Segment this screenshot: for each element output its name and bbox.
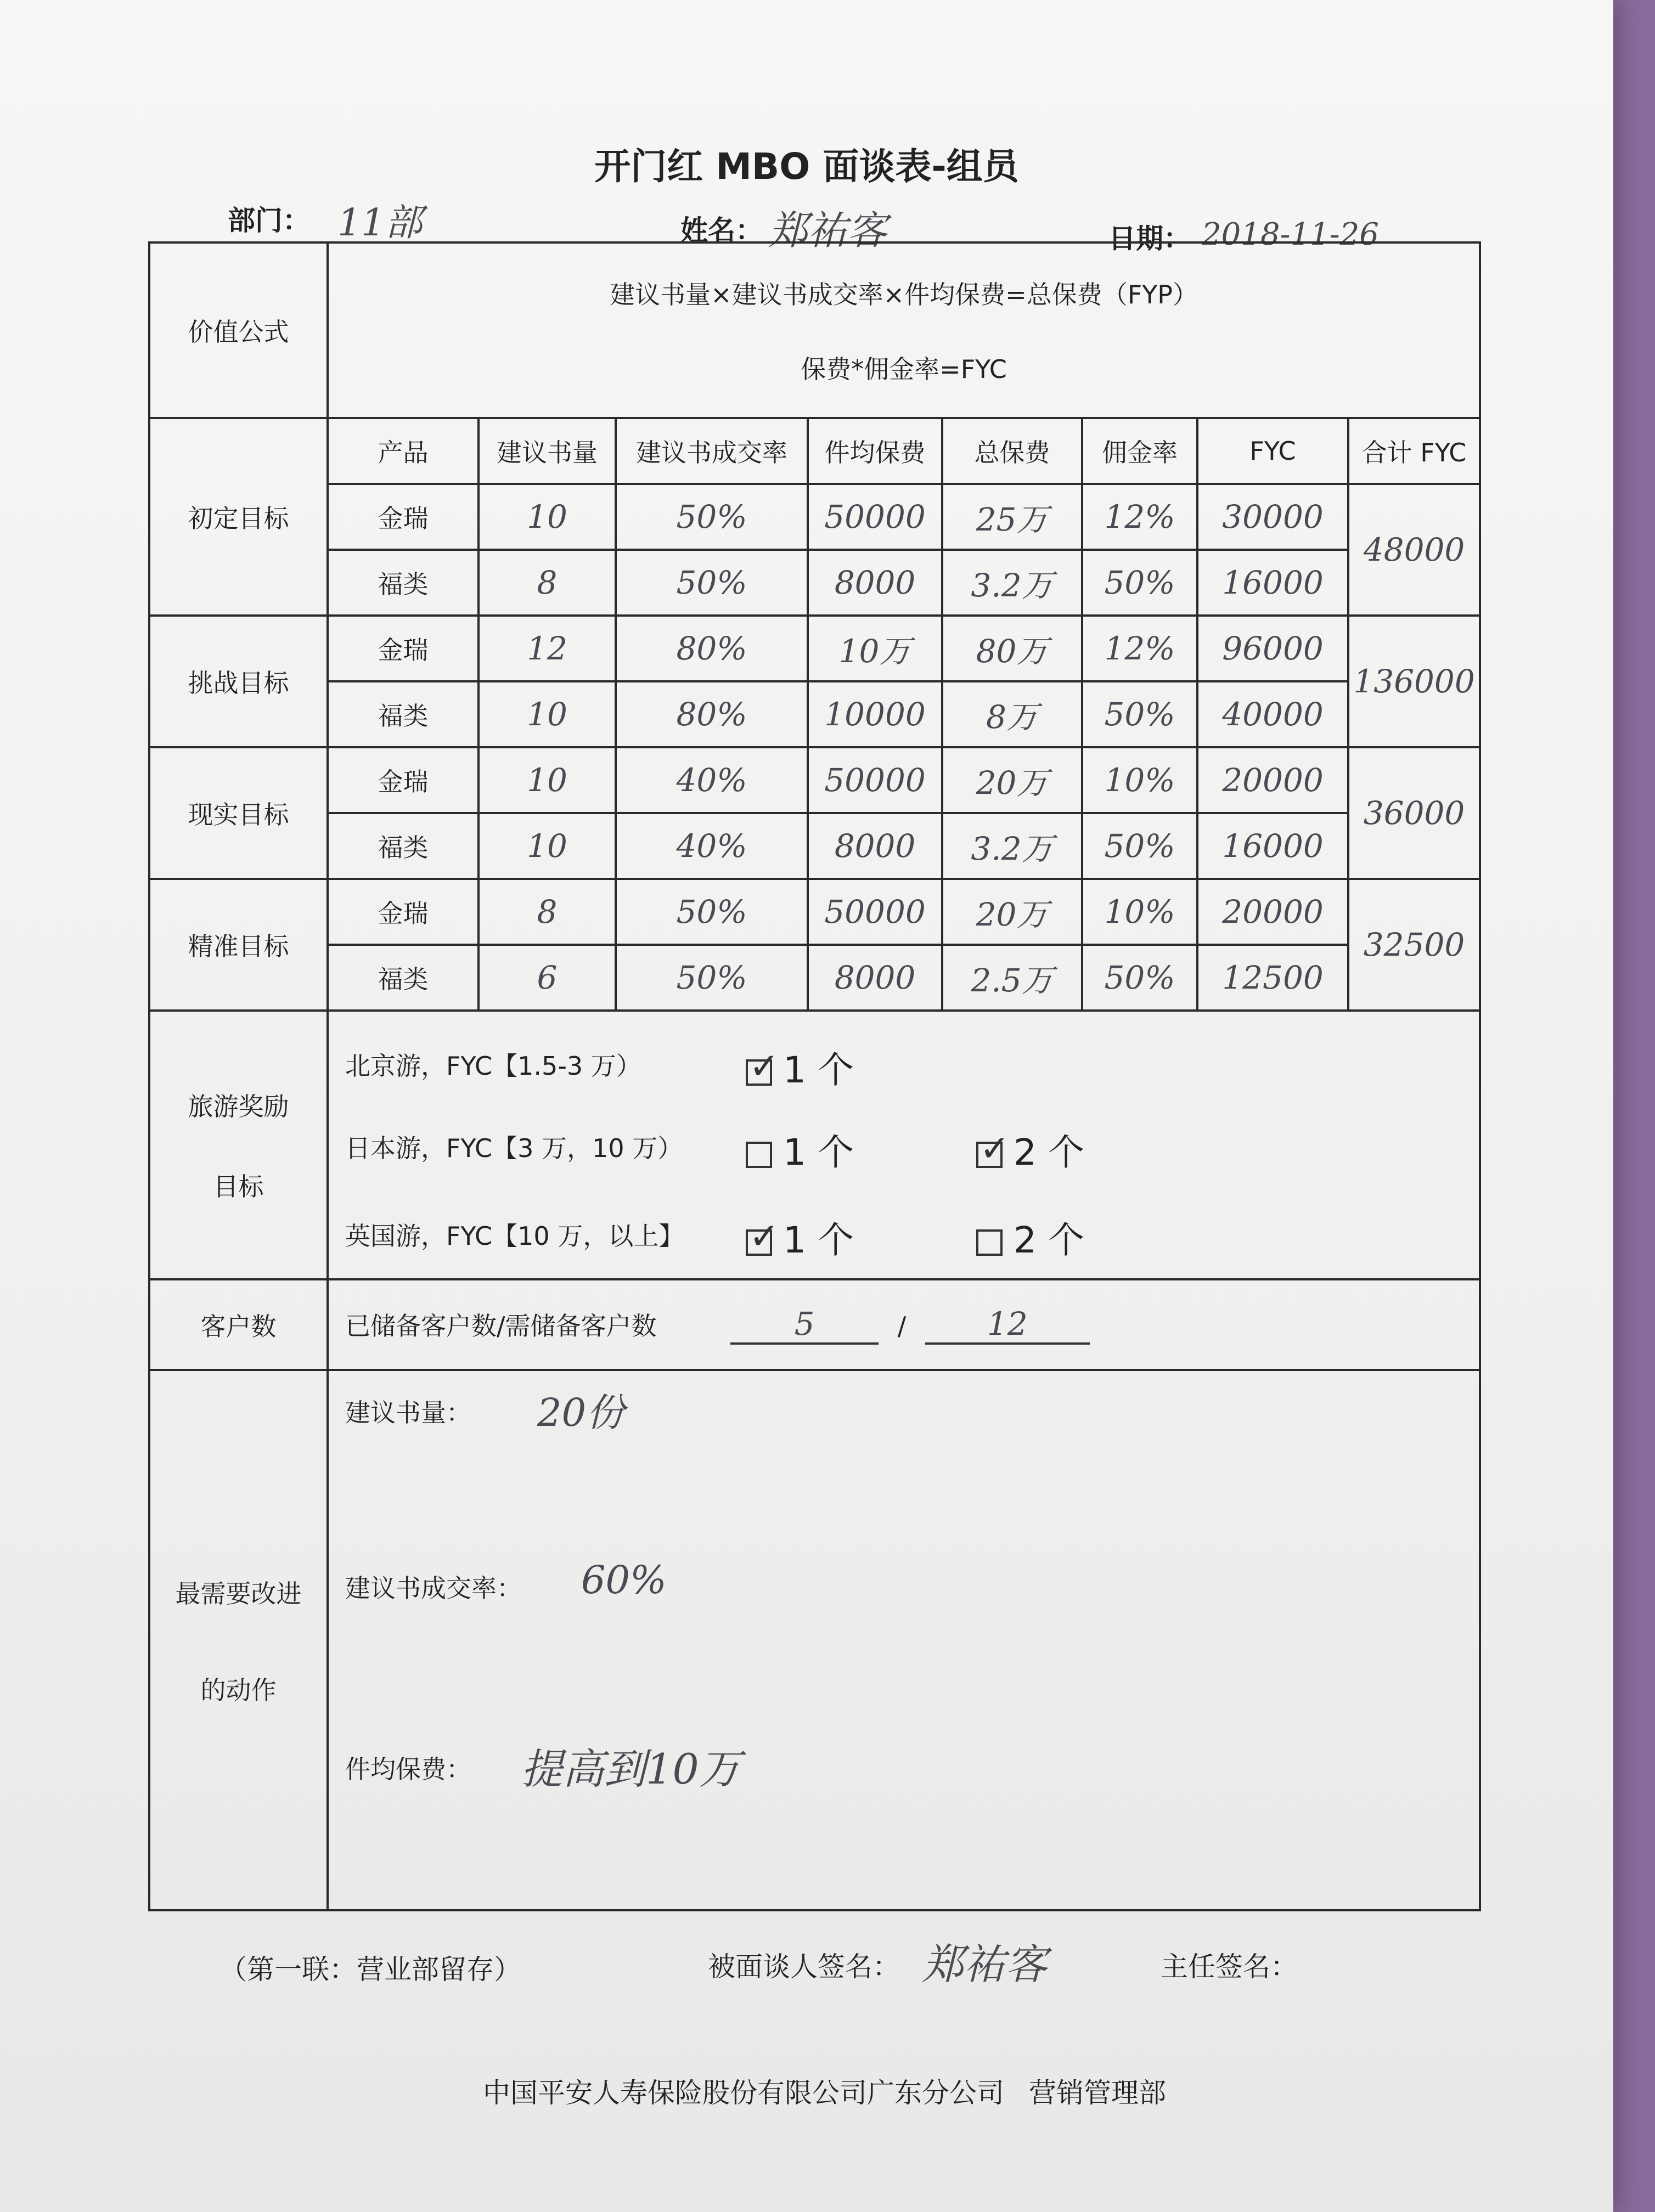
formula-line2: 保费*佣金率=FYC bbox=[801, 354, 1007, 384]
travel-beijing-option1[interactable]: ✓ 1 个 bbox=[746, 1041, 854, 1093]
table-cell-product: 福类 bbox=[328, 550, 479, 616]
name-value: 郑祐客 bbox=[768, 207, 887, 253]
table-cell-qty: 10 bbox=[479, 484, 616, 550]
table-cell-comm: 12% bbox=[1082, 484, 1197, 550]
table-cell-avg: 50000 bbox=[808, 484, 942, 550]
interviewee-signature: 郑祐客 bbox=[922, 1940, 1047, 1989]
improve-rate-label: 建议书成交率： bbox=[345, 1573, 522, 1603]
travel-japan-text: 日本游，FYC【3 万，10 万） bbox=[345, 1133, 683, 1163]
group-total-initial: 48000 bbox=[1348, 484, 1480, 616]
table-cell-avg: 8000 bbox=[808, 945, 942, 1011]
col-header-sum-fyc: 合计 FYC bbox=[1348, 418, 1480, 484]
travel-row-uk bbox=[345, 1189, 1479, 1271]
table-cell-rate: 80% bbox=[616, 681, 808, 747]
group-label-precise: 精准目标 bbox=[149, 879, 328, 1011]
travel-uk-text: 英国游，FYC【10 万，以上】 bbox=[345, 1221, 684, 1251]
table-cell-comm: 50% bbox=[1082, 945, 1197, 1011]
travel-label bbox=[149, 1011, 328, 1279]
formula-label: 价值公式 bbox=[149, 242, 328, 418]
table-cell-total: 20万 bbox=[942, 747, 1082, 813]
date-value: 2018-11-26 bbox=[1202, 217, 1379, 252]
table-cell-product: 金瑞 bbox=[328, 747, 479, 813]
table-cell-product: 金瑞 bbox=[328, 879, 479, 945]
table-cell-avg: 8000 bbox=[808, 550, 942, 616]
table-cell-rate: 50% bbox=[616, 945, 808, 1011]
table-cell-comm: 10% bbox=[1082, 747, 1197, 813]
table-cell-avg: 50000 bbox=[808, 879, 942, 945]
improve-rate-value: 60% bbox=[581, 1558, 667, 1602]
col-header-comm: 佣金率 bbox=[1082, 418, 1197, 484]
travel-uk-option2[interactable]: 2 个 bbox=[976, 1211, 1084, 1263]
table-cell-total: 80万 bbox=[942, 616, 1082, 681]
table-cell-product: 福类 bbox=[328, 681, 479, 747]
group-total-precise: 32500 bbox=[1348, 879, 1480, 1011]
table-cell-qty: 10 bbox=[479, 681, 616, 747]
checkbox-empty-icon[interactable] bbox=[976, 1229, 1003, 1256]
department-name: 营销管理部 bbox=[1029, 2077, 1166, 2109]
travel-label-line1: 旅游奖励 bbox=[188, 1092, 289, 1121]
improve-label-line1: 最需要改进 bbox=[175, 1578, 302, 1609]
travel-label-line2: 目标 bbox=[213, 1172, 264, 1201]
table-cell-comm: 50% bbox=[1082, 550, 1197, 616]
table-cell-qty: 8 bbox=[479, 879, 616, 945]
table-cell-rate: 80% bbox=[616, 616, 808, 681]
table-cell-fyc: 12500 bbox=[1197, 945, 1348, 1011]
table-cell-avg: 50000 bbox=[808, 747, 942, 813]
travel-options bbox=[328, 1011, 1480, 1279]
customers-reserved: 5 bbox=[730, 1305, 879, 1345]
table-cell-fyc: 16000 bbox=[1197, 813, 1348, 879]
table-cell-total: 20万 bbox=[942, 879, 1082, 945]
table-cell-rate: 40% bbox=[616, 813, 808, 879]
checkbox-empty-icon[interactable] bbox=[746, 1142, 772, 1168]
travel-uk-option1[interactable]: ✓ 1 个 bbox=[746, 1211, 854, 1263]
improve-avg-label: 件均保费： bbox=[345, 1754, 471, 1784]
travel-row-beijing bbox=[345, 1019, 1479, 1101]
group-total-realistic: 36000 bbox=[1348, 747, 1480, 879]
formula-cell bbox=[328, 242, 1480, 418]
table-cell-total: 25万 bbox=[942, 484, 1082, 550]
director-signature-label: 主任签名： bbox=[1161, 1951, 1298, 1983]
improve-qty-label: 建议书量： bbox=[345, 1398, 471, 1427]
table-cell-comm: 50% bbox=[1082, 681, 1197, 747]
table-cell-qty: 12 bbox=[479, 616, 616, 681]
customers-cell bbox=[328, 1279, 1480, 1370]
col-header-fyc: FYC bbox=[1197, 418, 1348, 484]
table-cell-product: 金瑞 bbox=[328, 616, 479, 681]
group-label-initial: 初定目标 bbox=[149, 418, 328, 616]
table-cell-avg: 10万 bbox=[808, 616, 942, 681]
company-name: 中国平安人寿保险股份有限公司广东分公司 bbox=[483, 2077, 1004, 2109]
customers-label: 客户数 bbox=[149, 1279, 328, 1370]
formula-line1: 建议书量×建议书成交率×件均保费=总保费（FYP） bbox=[610, 280, 1198, 309]
table-cell-comm: 10% bbox=[1082, 879, 1197, 945]
table-cell-product: 福类 bbox=[328, 813, 479, 879]
col-header-rate: 建议书成交率 bbox=[616, 418, 808, 484]
table-cell-comm: 12% bbox=[1082, 616, 1197, 681]
travel-row-japan bbox=[345, 1101, 1479, 1189]
mbo-form-table bbox=[148, 241, 1481, 1911]
travel-beijing-text: 北京游，FYC【1.5-3 万） bbox=[345, 1051, 641, 1081]
col-header-qty: 建议书量 bbox=[479, 418, 616, 484]
table-cell-qty: 6 bbox=[479, 945, 616, 1011]
table-cell-fyc: 40000 bbox=[1197, 681, 1348, 747]
travel-japan-option2[interactable]: ✓ 2 个 bbox=[976, 1123, 1084, 1175]
improve-label bbox=[149, 1370, 328, 1910]
group-label-realistic: 现实目标 bbox=[149, 747, 328, 879]
checkbox-checked-icon[interactable] bbox=[746, 1059, 772, 1086]
col-header-total: 总保费 bbox=[942, 418, 1082, 484]
checkbox-checked-icon[interactable] bbox=[746, 1229, 772, 1256]
table-cell-total: 2.5万 bbox=[942, 945, 1082, 1011]
table-cell-rate: 50% bbox=[616, 879, 808, 945]
customers-separator: / bbox=[897, 1311, 907, 1341]
improve-label-line2: 的动作 bbox=[200, 1675, 277, 1705]
col-header-product: 产品 bbox=[328, 418, 479, 484]
table-cell-fyc: 30000 bbox=[1197, 484, 1348, 550]
table-cell-avg: 10000 bbox=[808, 681, 942, 747]
group-label-challenge: 挑战目标 bbox=[149, 616, 328, 747]
table-cell-total: 3.2万 bbox=[942, 550, 1082, 616]
table-cell-qty: 10 bbox=[479, 747, 616, 813]
dept-label: 部门： bbox=[228, 205, 310, 236]
improve-qty-value: 20份 bbox=[537, 1390, 625, 1435]
table-cell-product: 金瑞 bbox=[328, 484, 479, 550]
copy-note: （第一联：营业部留存） bbox=[219, 1954, 521, 1985]
table-cell-rate: 50% bbox=[616, 550, 808, 616]
date-label: 日期： bbox=[1108, 223, 1191, 255]
customers-needed: 12 bbox=[925, 1305, 1090, 1345]
interviewee-signature-label: 被面谈人签名： bbox=[708, 1951, 900, 1983]
table-cell-fyc: 20000 bbox=[1197, 879, 1348, 945]
dept-value: 11部 bbox=[337, 201, 423, 245]
table-cell-product: 福类 bbox=[328, 945, 479, 1011]
table-cell-fyc: 16000 bbox=[1197, 550, 1348, 616]
table-cell-rate: 40% bbox=[616, 747, 808, 813]
table-cell-fyc: 96000 bbox=[1197, 616, 1348, 681]
table-cell-total: 3.2万 bbox=[942, 813, 1082, 879]
table-cell-qty: 8 bbox=[479, 550, 616, 616]
customers-text: 已储备客户数/需储备客户数 bbox=[345, 1311, 657, 1341]
group-total-challenge: 136000 bbox=[1348, 616, 1480, 747]
table-cell-fyc: 20000 bbox=[1197, 747, 1348, 813]
table-cell-qty: 10 bbox=[479, 813, 616, 879]
name-label: 姓名： bbox=[680, 215, 763, 246]
table-cell-rate: 50% bbox=[616, 484, 808, 550]
checkbox-checked-icon[interactable] bbox=[976, 1142, 1003, 1168]
table-cell-total: 8万 bbox=[942, 681, 1082, 747]
table-cell-comm: 50% bbox=[1082, 813, 1197, 879]
improve-cell bbox=[328, 1370, 1480, 1910]
table-cell-avg: 8000 bbox=[808, 813, 942, 879]
improve-avg-value: 提高到10万 bbox=[521, 1745, 741, 1793]
form-title: 开门红 MBO 面谈表-组员 bbox=[594, 145, 1019, 188]
travel-japan-option1[interactable]: 1 个 bbox=[746, 1123, 854, 1175]
col-header-avg: 件均保费 bbox=[808, 418, 942, 484]
